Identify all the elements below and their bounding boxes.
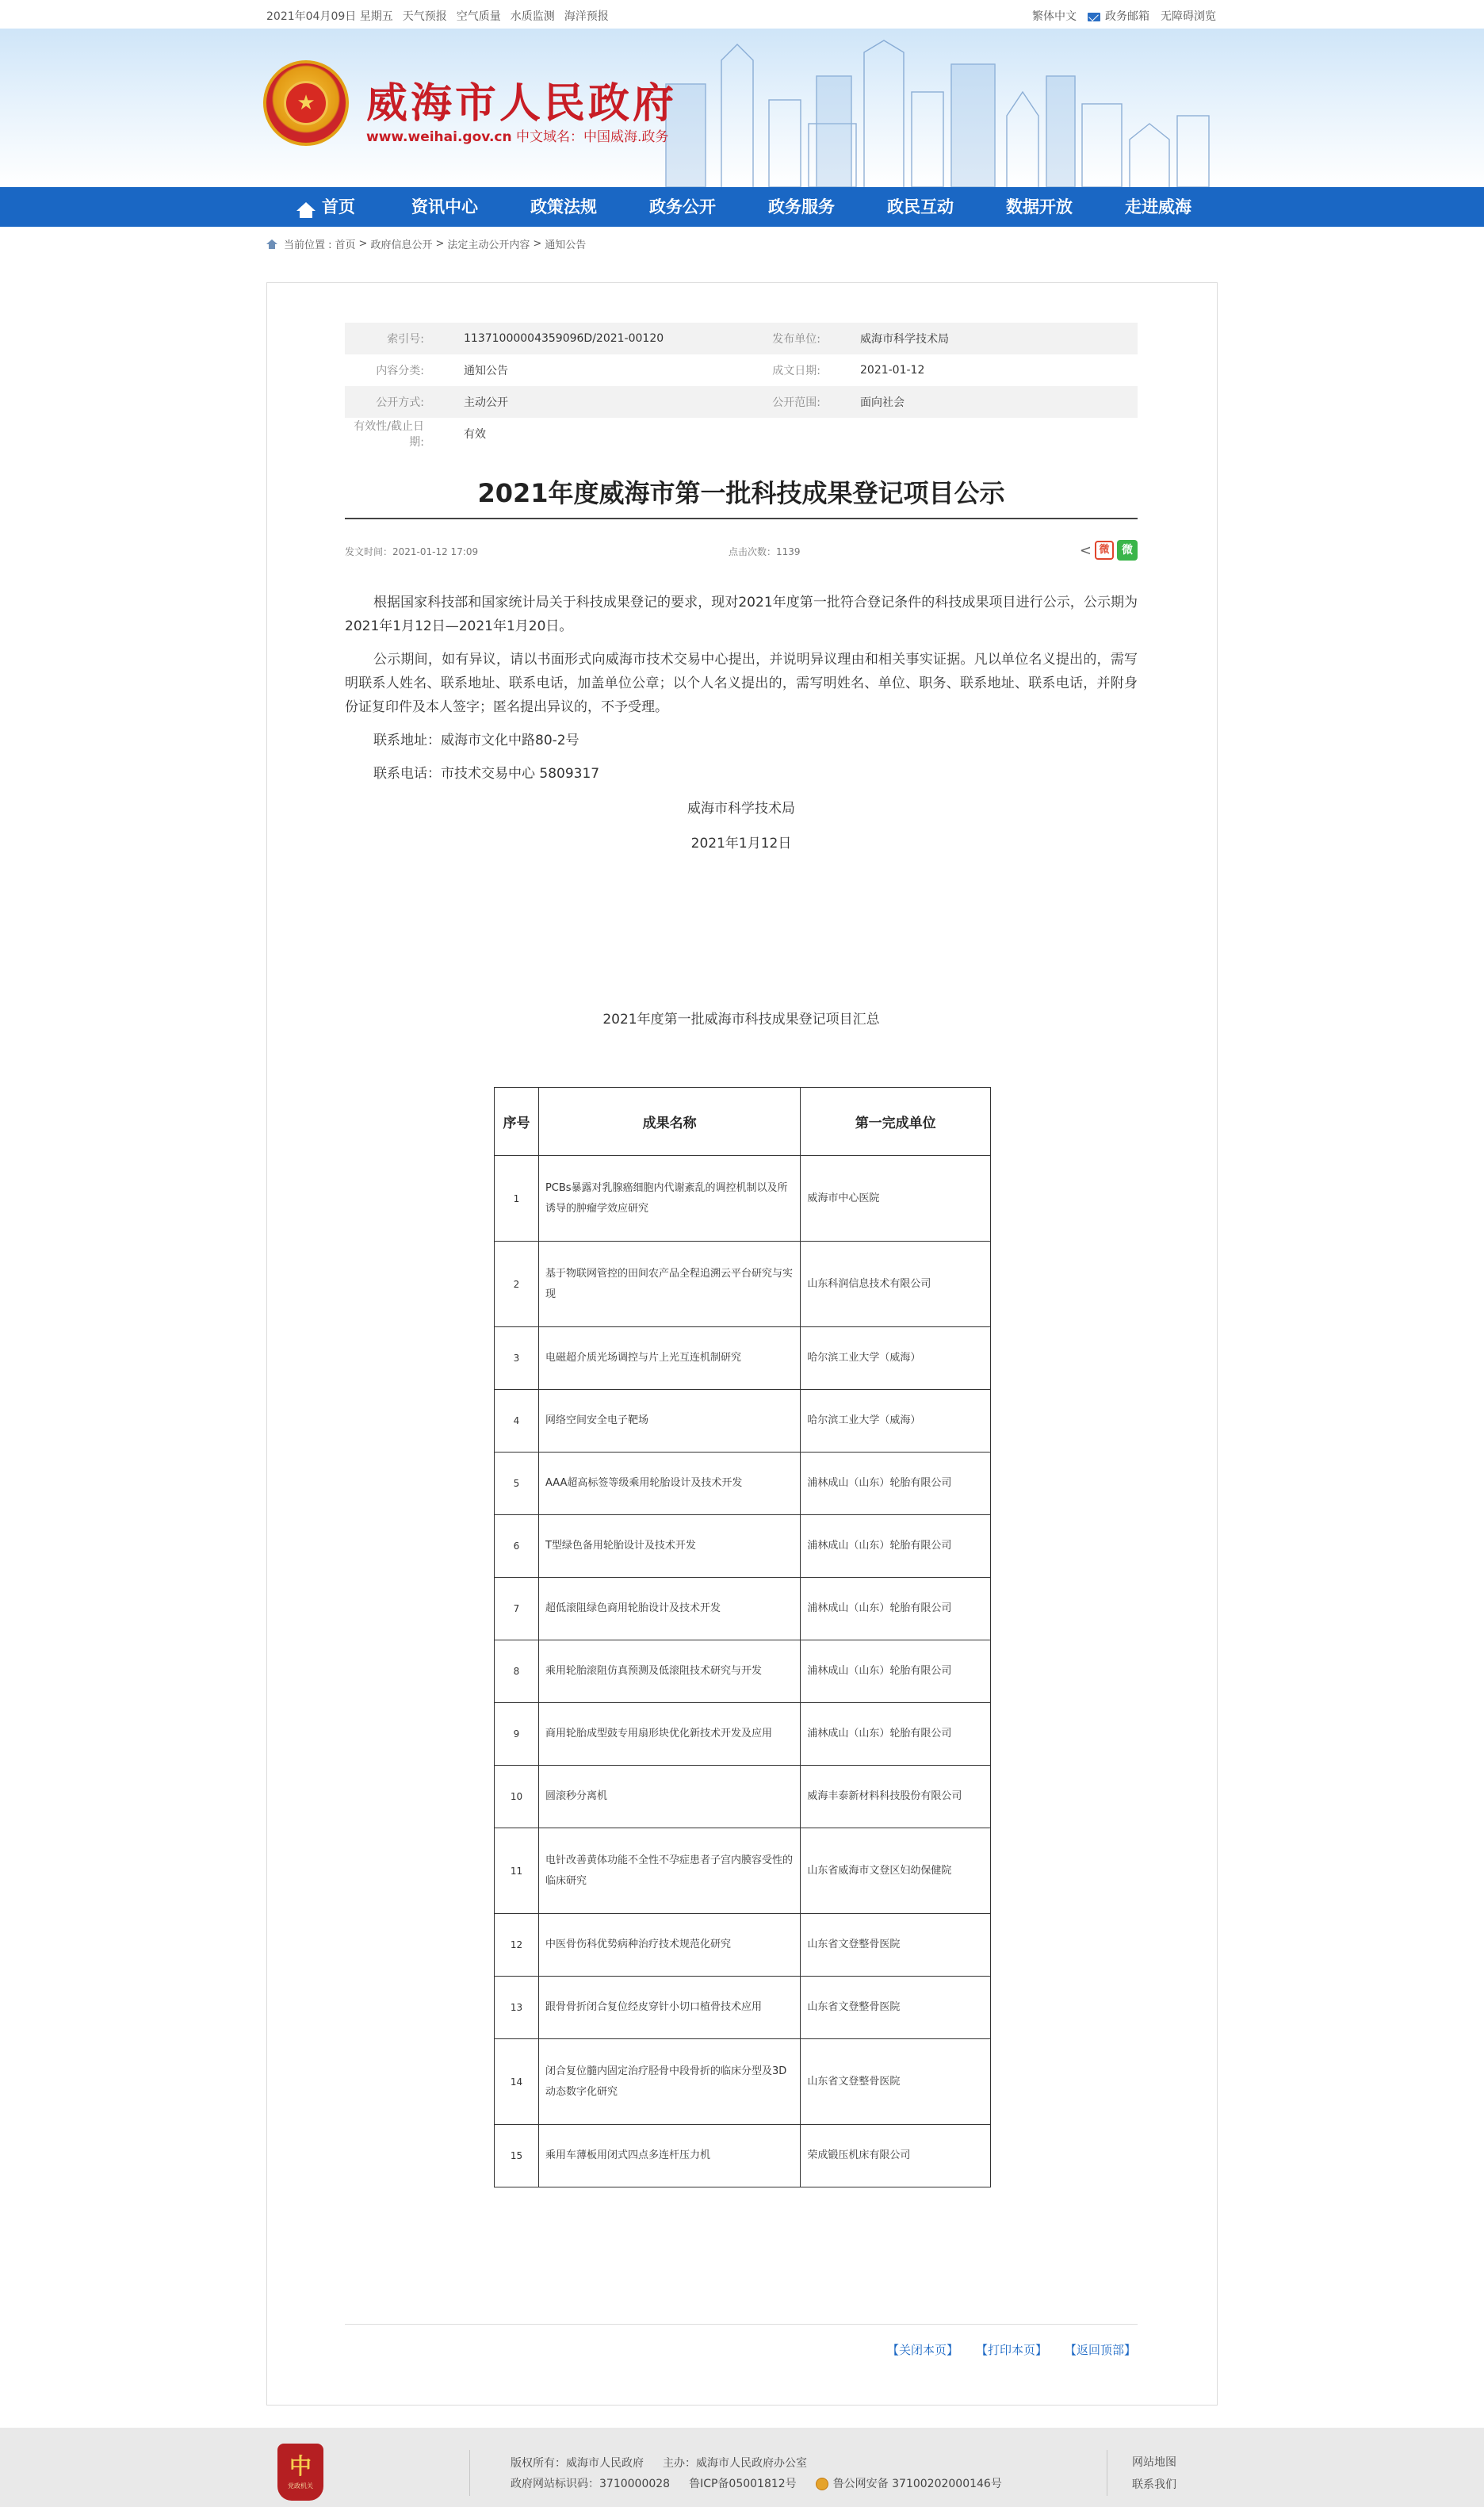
actions-divider (345, 2324, 1138, 2325)
ocean-forecast-link[interactable]: 海洋预报 (564, 10, 609, 23)
validity-value: 有效 (464, 428, 486, 441)
top-bar (0, 0, 1484, 29)
row-unit: 山东科润信息技术有限公司 (801, 1242, 991, 1327)
publish-time: 发文时间：2021-01-12 17:09 (345, 546, 479, 557)
row-name: 跟骨骨折闭合复位经皮穿针小切口植骨技术应用 (538, 1977, 800, 2039)
index-label: 索引号: (387, 333, 424, 346)
meta-row (345, 354, 1138, 386)
row-no: 13 (495, 1977, 539, 2039)
nav-interaction[interactable]: 政民互动 (887, 197, 954, 216)
row-name: 乘用轮胎滚阻仿真预测及低滚阻技术研究与开发 (538, 1640, 800, 1703)
weather-link[interactable]: 天气预报 (402, 10, 447, 23)
category-value: 通知公告 (464, 365, 508, 377)
results-table (494, 1087, 991, 2187)
col-header-name: 成果名称 (538, 1088, 800, 1156)
row-name: 圆滚秒分离机 (538, 1766, 800, 1828)
article-body (345, 591, 1138, 865)
water-quality-link[interactable]: 水质监测 (510, 10, 555, 23)
method-value: 主动公开 (464, 396, 508, 409)
traditional-chinese-link[interactable]: 繁体中文 (1032, 10, 1077, 23)
category-label: 内容分类: (376, 365, 424, 377)
sitemap-link[interactable]: 网站地图 (1132, 2456, 1176, 2469)
row-unit: 山东省威海市文登区妇幼保健院 (801, 1828, 991, 1914)
table-row (495, 1914, 991, 1977)
contact-address: 联系地址：威海市文化中路80-2号 (373, 733, 579, 748)
meta-row (345, 418, 1138, 450)
row-no: 10 (495, 1766, 539, 1828)
row-unit: 哈尔滨工业大学（威海） (801, 1390, 991, 1453)
document-meta (345, 323, 1138, 450)
site-footer (0, 2428, 1484, 2507)
location-house-icon (266, 239, 277, 249)
table-row (495, 2039, 991, 2125)
row-name: PCBs暴露对乳腺癌细胞内代谢紊乱的调控机制以及所诱导的肿瘤学效应研究 (538, 1156, 800, 1242)
row-name: 超低滚阻绿色商用轮胎设计及技术开发 (538, 1578, 800, 1640)
header-banner (0, 29, 1484, 187)
main-nav (0, 187, 1484, 227)
row-no: 11 (495, 1828, 539, 1914)
contact-us-link[interactable]: 联系我们 (1132, 2478, 1176, 2491)
breadcrumb-sep: > (533, 238, 542, 250)
host: 主办：威海市人民政府办公室 (663, 2457, 807, 2470)
nav-open-data[interactable]: 数据开放 (1006, 197, 1073, 216)
page-actions (887, 2341, 1136, 2358)
breadcrumb-home[interactable]: 首页 (335, 239, 356, 251)
breadcrumb-prefix: 当前位置 : (284, 239, 332, 251)
row-name: 网络空间安全电子靶场 (538, 1390, 800, 1453)
back-to-top-link[interactable]: 【返回顶部】 (1064, 2343, 1136, 2357)
body-paragraph: 根据国家科技部和国家统计局关于科技成果登记的要求，现对2021年度第一批符合登记条件的科技成果项目进行公示，公示期为2021年1月12日—2021年1月20日。 (345, 595, 1138, 634)
nav-home[interactable] (266, 187, 385, 227)
site-code: 政府网站标识码：3710000028 (511, 2478, 671, 2490)
row-name: 商用轮胎成型鼓专用扇形块优化新技术开发及应用 (538, 1703, 800, 1766)
row-no: 14 (495, 2039, 539, 2125)
national-emblem-logo[interactable] (263, 60, 349, 146)
row-unit: 浦林成山（山东）轮胎有限公司 (801, 1453, 991, 1515)
party-gov-logo-caption: 党政机关 (288, 2482, 313, 2490)
site-title[interactable]: 威海市人民政府 (366, 79, 678, 128)
breadcrumb-sep: > (435, 238, 445, 250)
article-title: 2021年度威海市第一批科技成果登记项目公示 (477, 478, 1005, 508)
police-badge-icon (816, 2478, 828, 2490)
table-row (495, 1640, 991, 1703)
footer-links (1132, 2452, 1176, 2496)
breadcrumb-notices[interactable]: 通知公告 (545, 239, 587, 251)
site-domain (366, 125, 668, 145)
scope-value: 面向社会 (860, 396, 905, 409)
validity-label: 有效性/截止日期: (354, 420, 424, 449)
air-quality-link[interactable]: 空气质量 (456, 10, 501, 23)
table-row (495, 1453, 991, 1515)
hit-count: 点击次数：1139 (729, 546, 801, 557)
row-name: 基于物联网管控的田间农产品全程追溯云平台研究与实现 (538, 1242, 800, 1327)
nav-gov-open[interactable]: 政务公开 (649, 197, 716, 216)
table-row (495, 1828, 991, 1914)
table-row (495, 1977, 991, 2039)
created-label: 成文日期: (772, 365, 820, 377)
city-skyline-illustration (650, 29, 1221, 187)
police-record-link[interactable]: 鲁公网安备 37100202000146号 (832, 2478, 1002, 2490)
breadcrumb-info-open[interactable]: 政府信息公开 (370, 239, 433, 251)
home-icon (296, 202, 316, 211)
breadcrumb (0, 227, 1484, 262)
table-row (495, 1327, 991, 1390)
footer-info (511, 2453, 1002, 2494)
row-no: 1 (495, 1156, 539, 1242)
col-header-unit: 第一完成单位 (801, 1088, 991, 1156)
footer-divider (469, 2450, 470, 2496)
row-no: 12 (495, 1914, 539, 1977)
meta-row (345, 323, 1138, 354)
party-gov-logo[interactable] (277, 2444, 323, 2501)
row-no: 9 (495, 1703, 539, 1766)
table-row (495, 1156, 991, 1242)
share-icon[interactable]: < (1079, 542, 1092, 559)
accessible-browse-link[interactable]: 无障碍浏览 (1161, 10, 1216, 23)
body-paragraph: 公示期间，如有异议，请以书面形式向威海市技术交易中心提出，并说明异议理由和相关事实证据。凡以单位名义提出的，需写明联系人姓名、联系地址、联系电话，加盖单位公章；以个人名义提出的，需写明姓名、单位、职务、联系地址、联系电话，并附身份证复印件及本人签字；匿名提出异议的，不予受理。 (345, 652, 1138, 715)
gov-mail-label: 政务邮箱 (1105, 10, 1149, 23)
meta-row (345, 386, 1138, 418)
row-name: 中医骨伤科优势病种治疗技术规范化研究 (538, 1914, 800, 1977)
table-row (495, 1703, 991, 1766)
row-name: 电磁超介质光场调控与片上光互连机制研究 (538, 1327, 800, 1390)
col-header-no: 序号 (495, 1088, 539, 1156)
row-no: 3 (495, 1327, 539, 1390)
row-no: 5 (495, 1453, 539, 1515)
nav-home-label: 首页 (322, 197, 355, 216)
nav-about-weihai[interactable]: 走进威海 (1125, 197, 1191, 216)
signer: 威海市科学技术局 (687, 801, 795, 817)
table-row (495, 1578, 991, 1640)
index-value: 11371000004359096D/2021-00120 (464, 332, 664, 345)
share-bar (1080, 540, 1138, 561)
row-unit: 威海丰泰新材料科技股份有限公司 (801, 1766, 991, 1828)
row-no: 8 (495, 1640, 539, 1703)
row-unit: 浦林成山（山东）轮胎有限公司 (801, 1578, 991, 1640)
row-unit: 威海市中心医院 (801, 1156, 991, 1242)
emblem-star-icon: ★ (284, 81, 328, 125)
row-name: 电针改善黄体功能不全性不孕症患者子宫内膜容受性的临床研究 (538, 1828, 800, 1914)
row-unit: 山东省文登整骨医院 (801, 2039, 991, 2125)
weibo-share-icon[interactable]: 微 (1095, 541, 1114, 560)
created-value: 2021-01-12 (860, 364, 925, 377)
row-unit: 哈尔滨工业大学（威海） (801, 1327, 991, 1390)
row-no: 7 (495, 1578, 539, 1640)
row-unit: 山东省文登整骨医院 (801, 1914, 991, 1977)
row-name: 乘用车薄板用闭式四点多连杆压力机 (538, 2125, 800, 2187)
publisher-value: 威海市科学技术局 (860, 333, 949, 346)
row-name: T型绿色备用轮胎设计及技术开发 (538, 1515, 800, 1578)
table-header-row (495, 1088, 991, 1156)
row-no: 4 (495, 1390, 539, 1453)
title-divider (345, 518, 1138, 519)
row-unit: 浦林成山（山东）轮胎有限公司 (801, 1703, 991, 1766)
article-card (266, 282, 1218, 2406)
table-row (495, 1766, 991, 1828)
print-page-link[interactable]: 【打印本页】 (975, 2343, 1047, 2357)
row-no: 6 (495, 1515, 539, 1578)
close-page-link[interactable]: 【关闭本页】 (886, 2343, 958, 2357)
contact-phone: 联系电话：市技术交易中心 5809317 (373, 766, 600, 782)
row-no: 15 (495, 2125, 539, 2187)
cn-domain: 中文域名：中国威海.政务 (516, 129, 669, 145)
gov-mail-link[interactable] (1088, 8, 1149, 24)
mail-icon (1088, 13, 1100, 21)
icp-link[interactable]: 鲁ICP备05001812号 (689, 2478, 797, 2490)
row-name: AAA超高标签等级乘用轮胎设计及技术开发 (538, 1453, 800, 1515)
publisher-label: 发布单位: (772, 333, 820, 346)
party-gov-logo-glyph: 中 (289, 2452, 312, 2479)
nav-gov-service[interactable]: 政务服务 (768, 197, 835, 216)
copyright: 版权所有：威海市人民政府 (511, 2457, 644, 2470)
table-row (495, 2125, 991, 2187)
method-label: 公开方式: (376, 396, 424, 409)
table-row (495, 1242, 991, 1327)
nav-policy[interactable]: 政策法规 (530, 197, 597, 216)
breadcrumb-statutory[interactable]: 法定主动公开内容 (447, 239, 530, 251)
row-unit: 山东省文登整骨医院 (801, 1977, 991, 2039)
scope-label: 公开范围: (772, 396, 820, 409)
row-name: 闭合复位髓内固定治疗胫骨中段骨折的临床分型及3D动态数字化研究 (538, 2039, 800, 2125)
sign-date: 2021年1月12日 (690, 836, 792, 852)
row-unit: 浦林成山（山东）轮胎有限公司 (801, 1515, 991, 1578)
current-date: 2021年04月09日 星期五 (266, 10, 393, 23)
table-row (495, 1390, 991, 1453)
site-url: www.weihai.gov.cn (366, 129, 512, 145)
wechat-share-icon[interactable]: 微 (1117, 540, 1138, 561)
row-no: 2 (495, 1242, 539, 1327)
table-row (495, 1515, 991, 1578)
row-unit: 荣成锻压机床有限公司 (801, 2125, 991, 2187)
table-title: 2021年度第一批威海市科技成果登记项目汇总 (602, 1012, 880, 1028)
breadcrumb-sep: > (358, 238, 368, 250)
row-unit: 浦林成山（山东）轮胎有限公司 (801, 1640, 991, 1703)
nav-news[interactable]: 资讯中心 (411, 197, 478, 216)
